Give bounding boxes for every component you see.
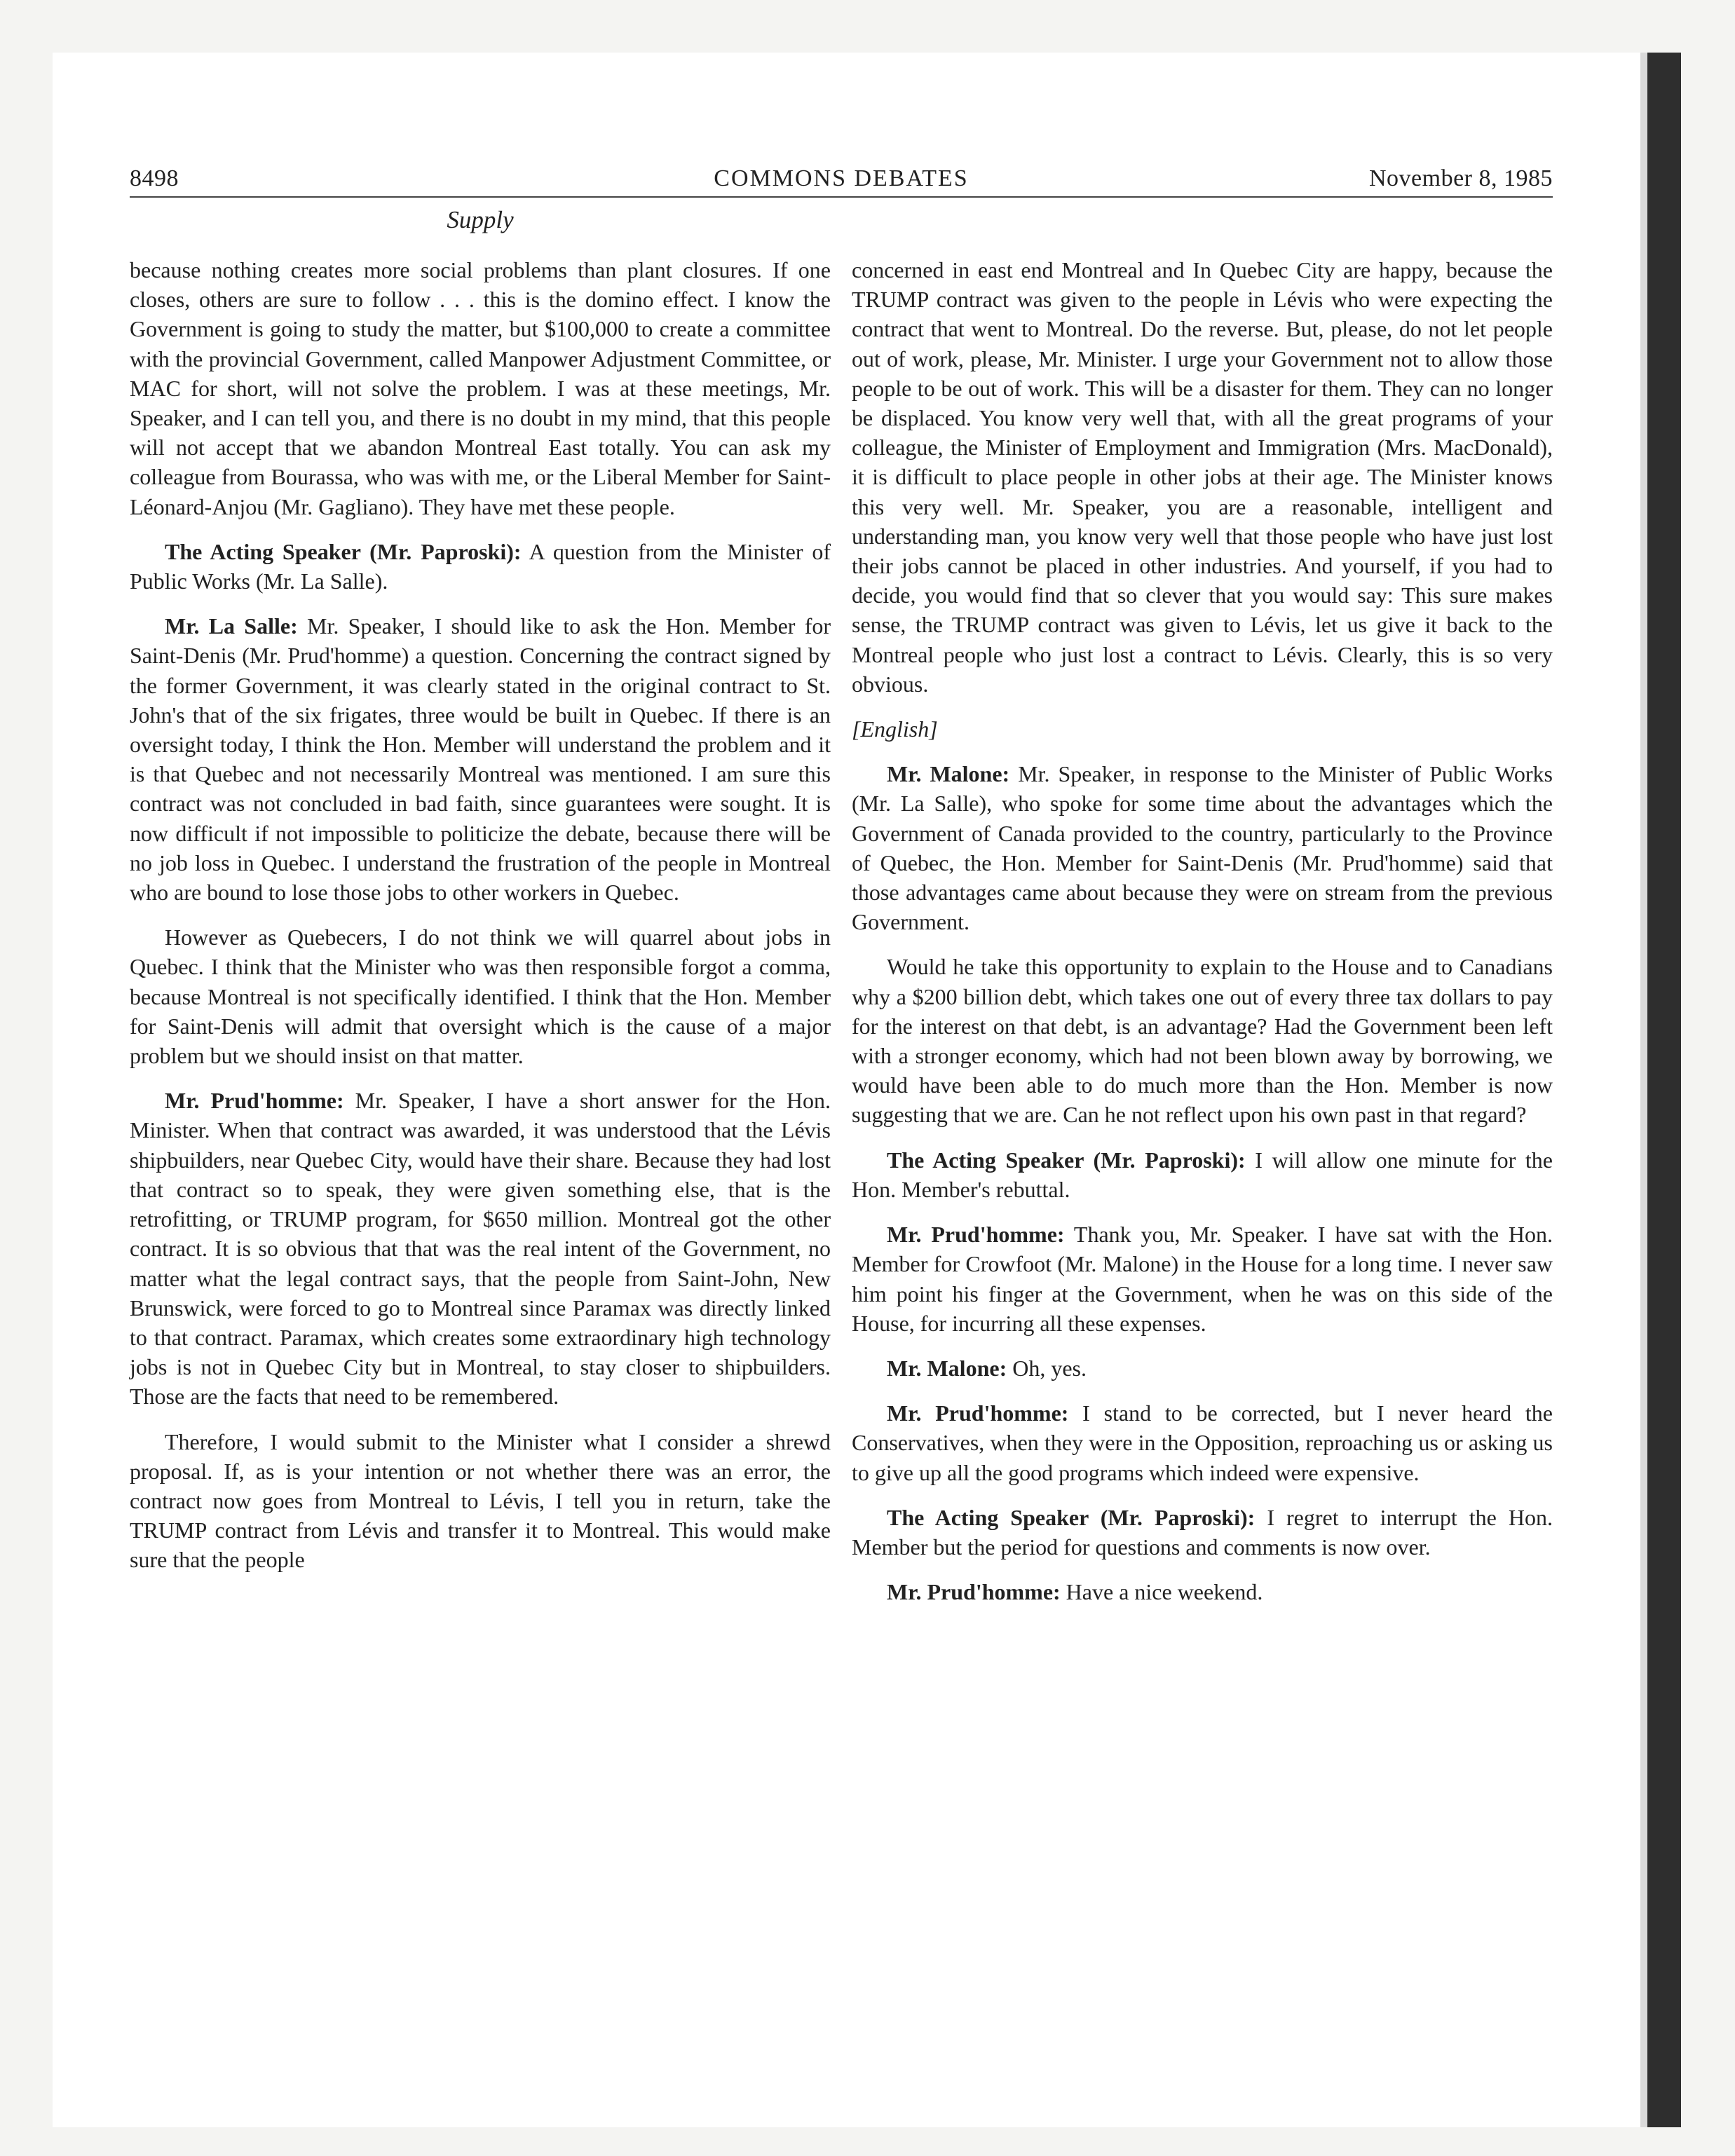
paragraph bbox=[852, 1398, 1553, 1487]
scan-edge bbox=[1647, 53, 1681, 2127]
paragraph bbox=[852, 952, 1553, 1129]
page-number: 8498 bbox=[130, 165, 179, 191]
speaker-name: Mr. Prud'homme: bbox=[887, 1222, 1065, 1248]
paragraph bbox=[852, 759, 1553, 936]
page-header bbox=[130, 165, 1553, 199]
paragraph-text: Oh, yes. bbox=[1012, 1355, 1087, 1381]
paragraph-text: Therefore, I would submit to the Minister what I consider a shrewd proposal. If, as is your intention or not whether there was an error, the contract now goes from Montreal to Lévis, I tell you in return, take the TRUMP contract from Lévis and transfer it to Montreal. This would make sure that the people bbox=[130, 1428, 831, 1573]
speaker-name: The Acting Speaker (Mr. Paproski): bbox=[165, 538, 522, 564]
language-note: [English] bbox=[852, 716, 938, 742]
paragraph-text: Thank you, Mr. Speaker. I have sat with the Hon. Member for Crowfoot (Mr. Malone) in the House for a long time. I never saw him point his finger at the Government, when he was on this side of the House, for incurring all these expenses. bbox=[852, 1222, 1553, 1336]
paragraph-text: I will allow one minute for the Hon. Member's rebuttal. bbox=[852, 1147, 1553, 1202]
paragraph bbox=[852, 1503, 1553, 1562]
paragraph bbox=[130, 537, 831, 596]
left-column bbox=[130, 255, 831, 1590]
paragraph bbox=[130, 922, 831, 1070]
paragraph-text: Mr. Speaker, I have a short answer for the Hon. Minister. When that contract was awarded, it was understood that the Lévis shipbuilders, near Quebec City, would have their share. Because they had lost that contract so to speak, they were given something else, that is the retrofitting, or TRUMP program, for $650 million. Montreal got the other contract. It is so obvious that that was the real intent of the Government, no matter what the legal contract says, that the people from Saint-John, New Brunswick, were forced to go to Montreal since Paramax was directly linked to that contract. Paramax, which creates some extraordinary high technology jobs is not in Quebec City but in Montreal, to stay closer to shipbuilders. Those are the facts that need to be remembered. bbox=[130, 1088, 831, 1410]
paragraph bbox=[130, 1086, 831, 1411]
speaker-name: Mr. Malone: bbox=[887, 1355, 1007, 1381]
paragraph-text: Mr. Speaker, in response to the Minister of Public Works (Mr. La Salle), who spoke for some time about the advantages which the Government of Canada provided to the country, particularly to the Province of Quebec, the Hon. Member for Saint-Denis (Mr. Prud'homme) said that those advantages came about because they were on stream from the previous Government. bbox=[852, 761, 1553, 935]
publication-title: COMMONS DEBATES bbox=[714, 165, 969, 191]
paragraph bbox=[852, 255, 1553, 699]
paragraph bbox=[852, 1220, 1553, 1338]
paragraph-text: I regret to interrupt the Hon. Member but the period for questions and comments is now over. bbox=[852, 1504, 1553, 1560]
speaker-name: The Acting Speaker (Mr. Paproski): bbox=[887, 1504, 1256, 1530]
paragraph bbox=[130, 1427, 831, 1575]
speaker-name: Mr. Prud'homme: bbox=[887, 1400, 1069, 1426]
paragraph-text: Would he take this opportunity to explain to the House and to Canadians why a $200 billion debt, which takes one out of every three tax dollars to pay for the interest on that debt, is an advantage? Had the Government been left with a stronger economy, which had not been blown away by borrowing, we would have been able to do much more than the Hon. Member is now suggesting that we are. Can he not reflect upon his own past in that regard? bbox=[852, 954, 1553, 1128]
publication-date: November 8, 1985 bbox=[1368, 165, 1553, 191]
paragraph bbox=[130, 255, 831, 521]
paragraph-text: because nothing creates more social problems than plant closures. If one closes, others are sure to follow . . . this is the domino effect. I know the Government is going to study the matter, but $100,000 to create a committee with the provincial Government, called Manpower Adjustment Committee, or MAC for short, will not solve the problem. I was at these meetings, Mr. Speaker, and I can tell you, and there is no doubt in my mind, that this people will not accept that we abandon Montreal East totally. You can ask my colleague from Bourassa, who was with me, or the Liberal Member for Saint-Léonard-Anjou (Mr. Gagliano). They have met these people. bbox=[130, 257, 831, 519]
paragraph bbox=[852, 1145, 1553, 1204]
paragraph bbox=[130, 611, 831, 907]
section-title: Supply bbox=[447, 206, 514, 233]
right-column bbox=[852, 255, 1553, 1622]
paragraph bbox=[852, 1577, 1553, 1606]
paragraph bbox=[852, 1353, 1553, 1383]
header-rule bbox=[130, 196, 1553, 198]
paragraph-text: I stand to be corrected, but I never heard the Conservatives, when they were in the Opposition, reproaching us or asking us to give up all the good programs which indeed were expensive. bbox=[852, 1400, 1553, 1485]
speaker-name: Mr. Prud'homme: bbox=[887, 1579, 1061, 1605]
speaker-name: The Acting Speaker (Mr. Paproski): bbox=[887, 1147, 1246, 1173]
paragraph-text: Mr. Speaker, I should like to ask the Hon. Member for Saint-Denis (Mr. Prud'homme) a question. Concerning the contract signed by the former Government, it was clearly stated in the original contract to St. John's that of the six frigates, three would be built in Quebec. If there is an oversight today, I think the Hon. Member will understand the problem and it is that Quebec and not necessarily Montreal was mentioned. I am sure this contract was not concluded in bad faith, since guarantees were sought. It is now difficult if not impossible to politicize the debate, because there will be no job loss in Quebec. I understand the frustration of the people in Montreal who are bound to lose those jobs to other workers in Quebec. bbox=[130, 613, 831, 906]
paragraph-text: concerned in east end Montreal and In Quebec City are happy, because the TRUMP contract was given to the people in Lévis who were expecting the contract that went to Montreal. Do the reverse. But, please, do not let people out of work, please, Mr. Minister. I urge your Government not to allow those people to be out of work. This will be a disaster for them. They can no longer be displaced. You know very well that, with all the great programs of your colleague, the Minister of Employment and Immigration (Mrs. MacDonald), it is difficult to place people in other jobs at their age. The Minister knows this very well. Mr. Speaker, you are a reasonable, intelligent and understanding man, you know very well that those people who have just lost their jobs cannot be placed in other industries. And yourself, if you had to decide, you would find that so clever that you would say: This sure makes sense, the TRUMP contract was given to Lévis, let us give it back to the Montreal people who just lost a contract to Lévis. Clearly, this is so very obvious. bbox=[852, 257, 1553, 697]
paragraph-text: Have a nice weekend. bbox=[1066, 1579, 1263, 1605]
speaker-name: Mr. La Salle: bbox=[165, 613, 298, 639]
paragraph-text: A question from the Minister of Public Works (Mr. La Salle). bbox=[130, 538, 831, 594]
speaker-name: Mr. Malone: bbox=[887, 761, 1010, 787]
speaker-name: Mr. Prud'homme: bbox=[165, 1088, 344, 1114]
paragraph-text: However as Quebecers, I do not think we will quarrel about jobs in Quebec. I think that the Minister who was then responsible forgot a comma, because Montreal is not specifically identified. I think that the Hon. Member for Saint-Denis will admit that oversight which is the cause of a major problem but we should insist on that matter. bbox=[130, 925, 831, 1069]
